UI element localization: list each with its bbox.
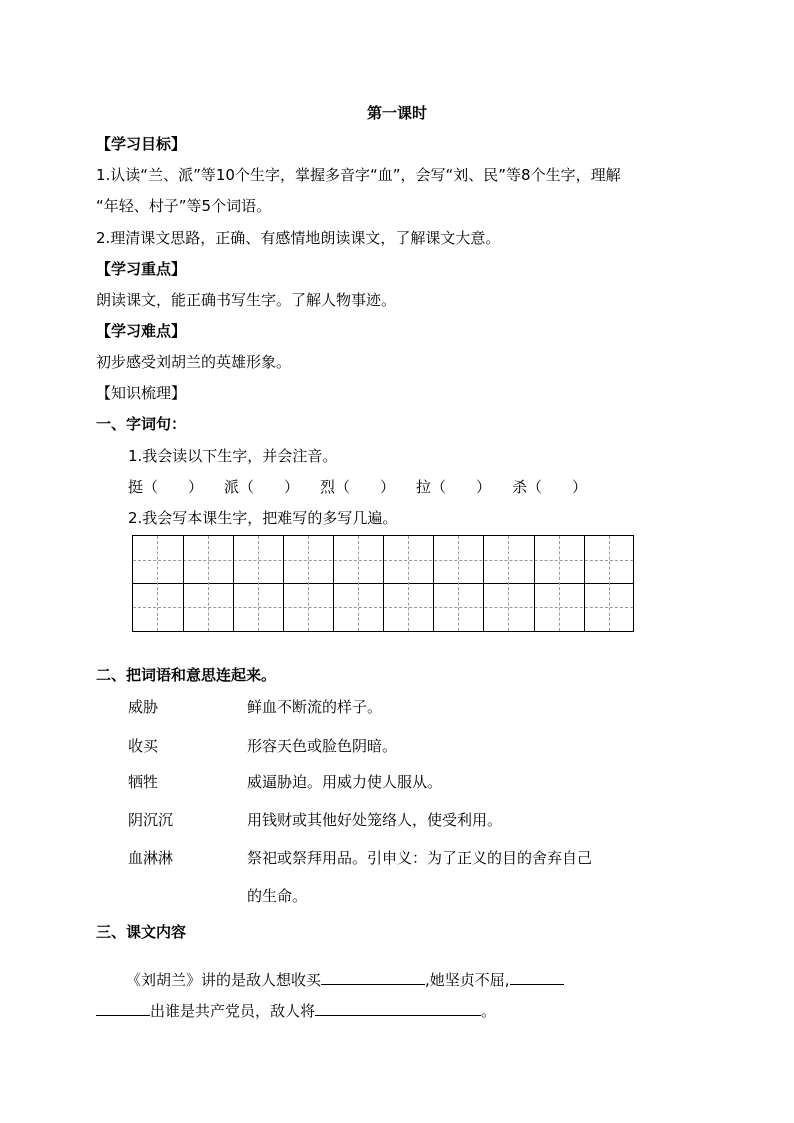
goal-item-1-line-1: 1.认读“兰、派”等10个生字，掌握多音字“血”，会写“刘、民”等8个生字，理解 <box>96 166 621 184</box>
matching-meaning-continuation: 的生命。 <box>247 887 308 905</box>
section-1-heading: 一、字词句： <box>96 415 187 433</box>
matching-heading: 二、把词语和意思连起来。 <box>96 666 277 684</box>
pinyin-item: 烈（ ） <box>320 478 396 496</box>
fill-blank[interactable] <box>96 999 150 1016</box>
goal-item-1-line-2: “年轻、村子”等5个词语。 <box>96 197 272 215</box>
pinyin-item: 拉（ ） <box>416 478 492 496</box>
content-text: 。 <box>481 1002 497 1020</box>
pinyin-item: 派（ ） <box>224 478 300 496</box>
matching-word: 牺牲 <box>128 773 159 791</box>
goal-item-2: 2.理清课文思路，正确、有感情地朗读课文，了解课文大意。 <box>96 229 501 247</box>
matching-meaning: 威逼胁迫。用威力使人服从。 <box>247 773 443 791</box>
matching-meaning: 鲜血不断流的样子。 <box>247 698 383 716</box>
goals-heading: 【学习目标】 <box>96 135 187 153</box>
difficulties-heading: 【学习难点】 <box>96 322 187 340</box>
difficulties-text: 初步感受刘胡兰的英雄形象。 <box>96 353 292 371</box>
content-text: 《刘胡兰》讲的是敌人想收买 <box>126 971 322 989</box>
matching-word: 血淋淋 <box>128 849 174 867</box>
matching-meaning: 祭祀或祭拜用品。引申义：为了正义的目的舍弃自己 <box>247 849 593 867</box>
pinyin-item: 杀（ ） <box>512 478 588 496</box>
content-text: ,她坚贞不屈, <box>425 971 510 989</box>
matching-word: 收买 <box>128 737 159 755</box>
content-line-1 <box>126 968 564 990</box>
fill-blank[interactable] <box>315 999 481 1016</box>
matching-word: 阴沉沉 <box>128 811 174 829</box>
content-heading: 三、课文内容 <box>96 923 187 941</box>
pinyin-items <box>128 477 608 497</box>
content-text: 出谁是共产党员，敌人将 <box>150 1002 316 1020</box>
task-1-text: 1.我会读以下生字，并会注音。 <box>128 447 338 465</box>
content-line-2 <box>96 999 496 1021</box>
fill-blank[interactable] <box>321 968 425 985</box>
fill-blank[interactable] <box>510 968 564 985</box>
page-title: 第一课时 <box>366 104 427 122</box>
matching-meaning: 用钱财或其他好处笼络人，使受利用。 <box>247 811 503 829</box>
task-2-text: 2.我会写本课生字，把难写的多写几遍。 <box>128 509 398 527</box>
key-points-heading: 【学习重点】 <box>96 260 187 278</box>
matching-meaning: 形容天色或脸色阴暗。 <box>247 737 398 755</box>
key-points-text: 朗读课文，能正确书写生字。了解人物事迹。 <box>96 291 397 309</box>
knowledge-heading: 【知识梳理】 <box>96 384 187 402</box>
writing-grid[interactable] <box>132 535 634 632</box>
pinyin-item: 挺（ ） <box>128 478 204 496</box>
matching-word: 威胁 <box>128 698 159 716</box>
